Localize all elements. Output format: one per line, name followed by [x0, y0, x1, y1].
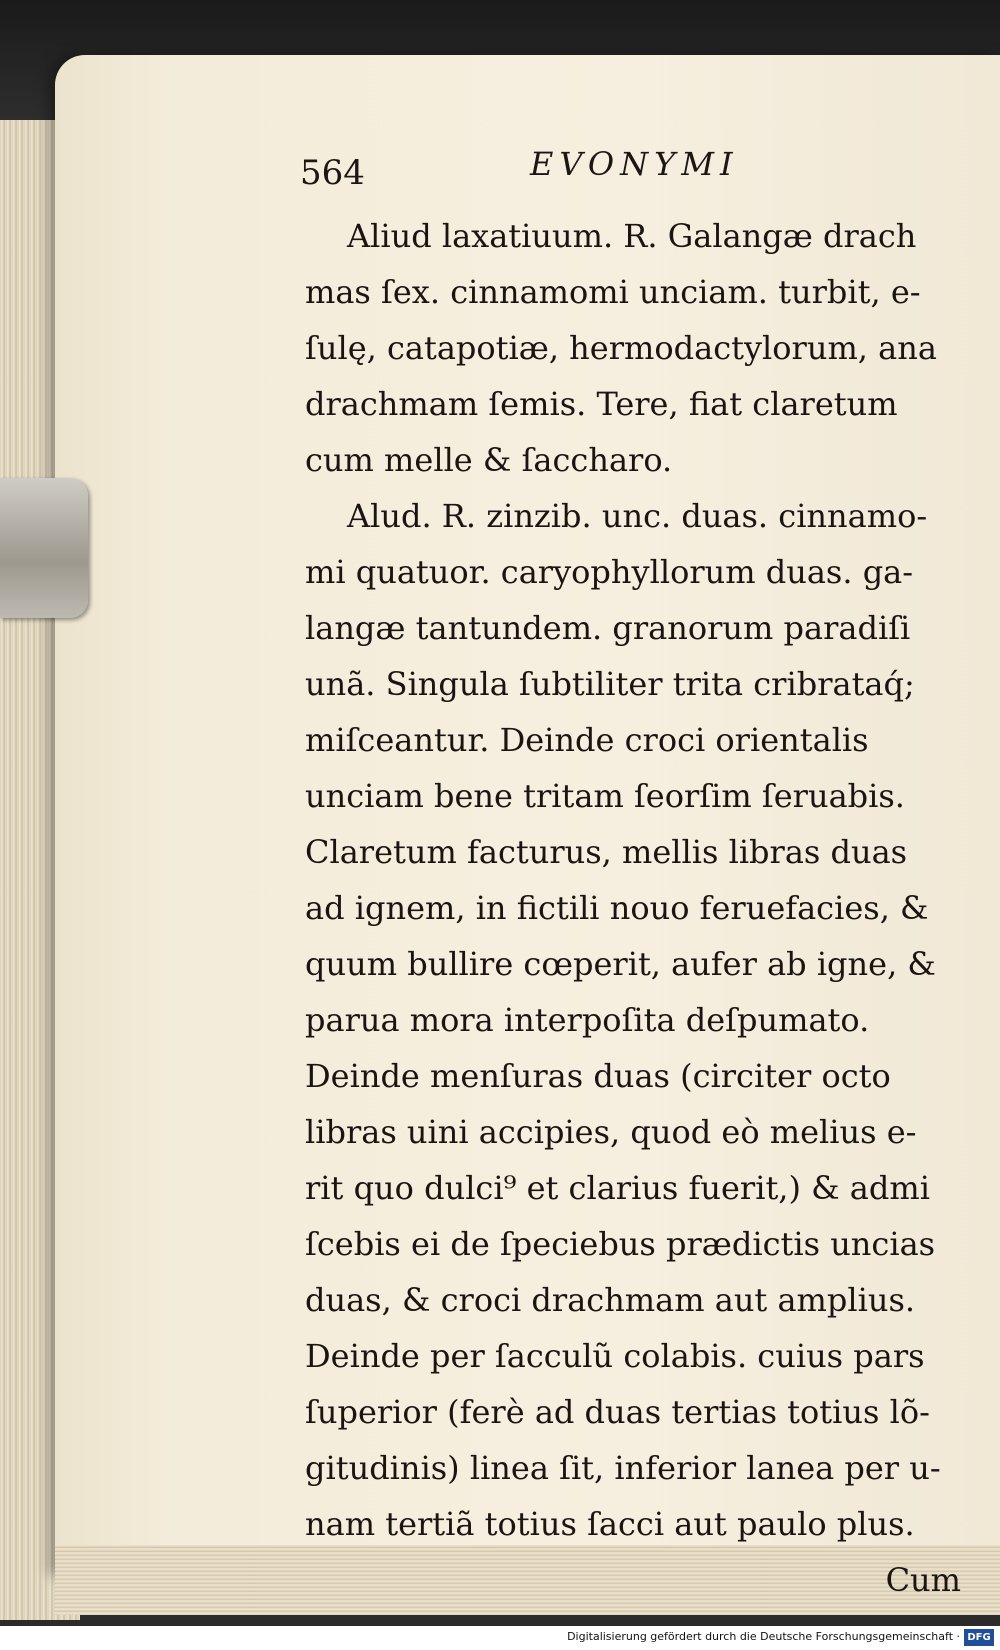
page-clip: [0, 478, 88, 618]
text-line: Claretum facturus, mellis libras duas: [305, 833, 908, 871]
text-line: Deinde menſuras duas (circiter octo: [305, 1057, 891, 1095]
text-line: libras uini accipies, quod eò melius e-: [305, 1113, 917, 1151]
text-line: unciam bene tritam ſeorſim ſeruabis.: [305, 777, 905, 815]
text-line: rit quo dulci⁹ et clarius fuerit,) & admi: [305, 1169, 930, 1207]
text-line: nam tertiã totius ſacci aut paulo plus.: [305, 1505, 915, 1543]
text-line: langæ tantundem. granorum paradiſi: [305, 609, 911, 647]
text-line: mas ſex. cinnamomi unciam. turbit, e-: [305, 273, 921, 311]
running-head: EVONYMI: [530, 145, 739, 183]
text-line: mi quatuor. caryophyllorum duas. ga-: [305, 553, 914, 591]
text-line: ſulę, catapotiæ, hermodactylorum, ana: [305, 329, 937, 367]
catchword: Cum: [885, 1561, 961, 1599]
text-line: gitudinis) linea ſit, inferior lanea per u-: [305, 1449, 941, 1487]
text-line: Deinde per ſacculũ colabis. cuius pars: [305, 1337, 925, 1375]
footer-credit: Digitalisierung gefördert durch die Deutsche Forschungsgemeinschaft ·: [567, 1630, 960, 1643]
text-line: cum melle & ſaccharo.: [305, 441, 673, 479]
digitization-footer: [0, 1626, 1000, 1650]
text-line: drachmam ſemis. Tere, fiat claretum: [305, 385, 898, 423]
text-line: Alud. R. zinzib. unc. duas. cinnamo-: [347, 497, 928, 535]
text-block: [305, 208, 961, 1608]
text-line: ad ignem, in fictili nouo feruefacies, &: [305, 889, 929, 927]
text-line: parua mora interpoſita deſpumato.: [305, 1001, 870, 1039]
text-line: ſuperior (ferè ad duas tertias totius lõ-: [305, 1393, 930, 1431]
dfg-logo: DFG: [964, 1629, 994, 1646]
page-header: [300, 145, 960, 205]
text-line: duas, & croci drachmam aut amplius.: [305, 1281, 916, 1319]
text-line: unã. Singula ſubtiliter trita cribrataq́;: [305, 665, 915, 703]
text-line: Aliud laxatiuum. R. Galangæ drach: [347, 217, 917, 255]
page-number: 564: [300, 153, 365, 193]
text-line: quum bullire cœperit, aufer ab igne, &: [305, 945, 936, 983]
text-line: miſceantur. Deinde croci orientalis: [305, 721, 869, 759]
text-line: ſcebis ei de ſpeciebus prædictis uncias: [305, 1225, 936, 1263]
